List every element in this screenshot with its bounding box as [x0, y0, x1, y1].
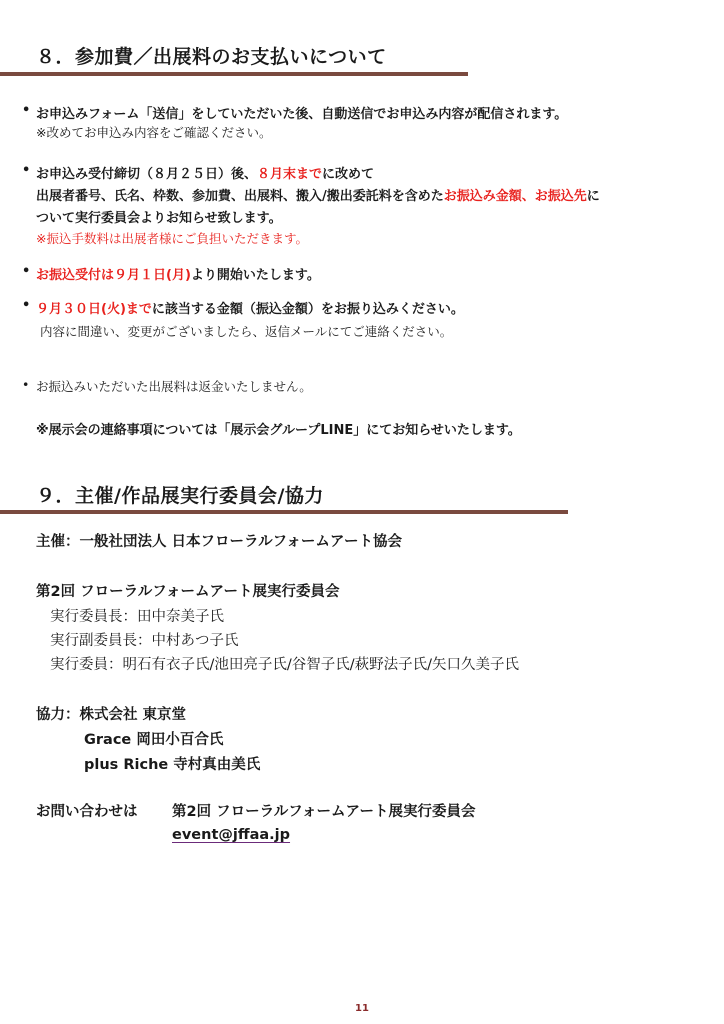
list-item-1-bullet: • — [22, 103, 31, 118]
section-8-rule — [0, 72, 468, 76]
committee-chair: 実行委員長：田中奈美子氏 — [50, 609, 224, 625]
list-item-2-bullet: • — [22, 163, 31, 178]
cooperation-line2: Grace 岡田小百合氏 — [84, 732, 224, 748]
cooperation-line3: plus Riche 寺村真由美氏 — [84, 757, 261, 773]
page-number: 11 — [355, 1003, 369, 1014]
list-item-4-line2: 内容に間違い、変更がございましたら、返信メールにてご連絡ください。 — [40, 324, 453, 339]
list-item-3-line1: お振込受付は９月１日(月)より開始いたします。 — [36, 268, 320, 283]
list-item-4-line1: ９月３０日(火)までに該当する金額（振込金額）をお振り込みください。 — [36, 302, 464, 317]
committee-members: 実行委員：明石有衣子氏/池田亮子氏/谷智子氏/萩野法子氏/矢口久美子氏 — [50, 657, 520, 673]
list-item-4-bullet: • — [22, 298, 31, 313]
committee-title: 第2回 フローラルフォームアート展実行委員会 — [36, 584, 340, 600]
list-item-2-line3: ついて実行委員会よりお知らせ致します。 — [36, 211, 282, 226]
contact-label: お問い合わせは — [36, 804, 138, 820]
cooperation-line1: 協力：株式会社 東京堂 — [36, 707, 187, 723]
section-9-rule — [0, 510, 568, 514]
committee-vice-chair: 実行副委員長：中村あつ子氏 — [50, 633, 239, 649]
section-8-heading: ８．参加費／出展料のお支払いについて — [36, 46, 387, 68]
organizer: 主催：一般社団法人 日本フローラルフォームアート協会 — [36, 534, 402, 550]
list-item-1-line2: ※改めてお申込み内容をご確認ください。 — [36, 125, 272, 140]
contact-email-link[interactable]: event@jffaa.jp — [172, 827, 291, 843]
section-9-heading: ９．主催/作品展実行委員会/協力 — [36, 485, 324, 507]
list-item-2-line4: ※振込手数料は出展者様にご負担いただきます。 — [36, 231, 308, 246]
section-8-note: ※展示会の連絡事項については「展示会グループLINE」にてお知らせいたします。 — [36, 423, 521, 438]
list-item-5-line1: お振込みいただいた出展料は返金いたしません。 — [36, 379, 312, 394]
list-item-5-bullet: • — [22, 377, 30, 392]
contact-org: 第2回 フローラルフォームアート展実行委員会 — [172, 804, 476, 820]
list-item-2-line2: 出展者番号、氏名、枠数、参加費、出展料、搬入/搬出委託料を含めたお振込み金額、お振込先に — [36, 189, 600, 204]
list-item-3-bullet: • — [22, 264, 31, 279]
list-item-2-line1: お申込み受付締切（８月２５日）後、８月末までに改めて — [36, 167, 375, 182]
list-item-1-line1: お申込みフォーム「送信」をしていただいた後、自動送信でお申込み内容が配信されます。 — [36, 107, 568, 122]
